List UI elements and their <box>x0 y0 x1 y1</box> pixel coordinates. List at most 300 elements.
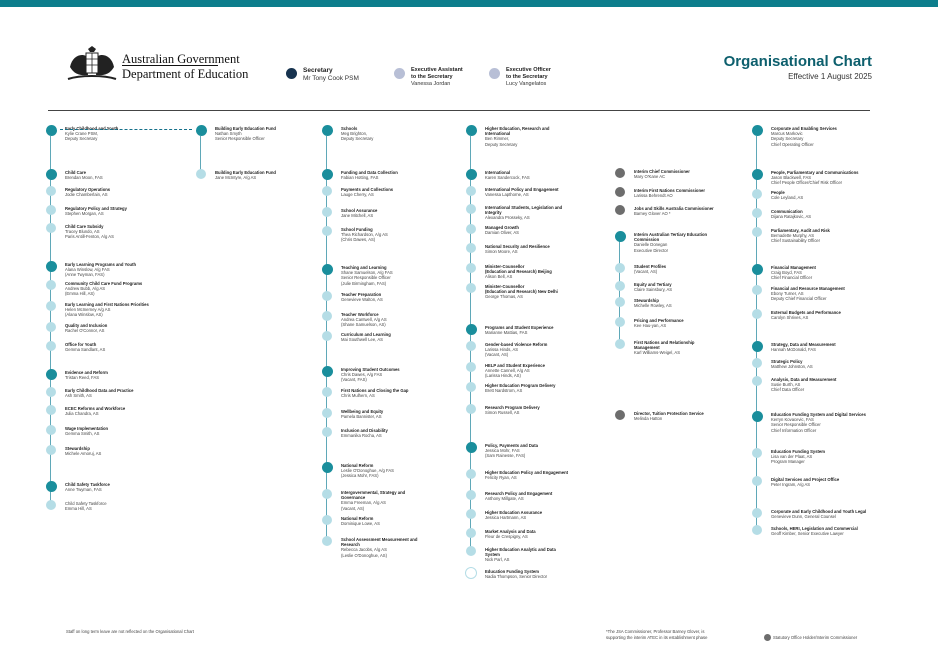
unit-dot-icon <box>615 297 625 307</box>
dashed-link-line <box>60 129 192 130</box>
unit-dot-icon <box>46 369 57 380</box>
unit-entry <box>341 292 383 302</box>
unit-line: Nadia Thompson, Senior Director <box>485 574 548 580</box>
unit-line: Deputy Chief Financial Officer <box>771 296 827 302</box>
group-head <box>215 126 276 142</box>
unit-dot-icon <box>466 324 477 335</box>
unit-entry <box>65 262 136 278</box>
unit-line: Nathan Smyth <box>215 131 242 137</box>
unit-line: Jessica Hartmann, AS <box>485 515 527 521</box>
unit-title: Interim Australian Tertiary Education <box>634 232 708 237</box>
unit-line: Lisa van der Plaat, AS <box>771 454 813 460</box>
unit-line: Jane McIntyre, A/g AS <box>215 175 257 181</box>
unit-line: Leslie O'Donoghue, A/g FAS <box>341 468 394 474</box>
unit-line: Senior Responsible Officer <box>341 275 391 281</box>
unit-title: Quality and Inclusion <box>65 323 108 328</box>
unit-dot-icon <box>615 339 625 349</box>
unit-dot-icon <box>752 525 762 535</box>
executive-title-2: to the Secretary <box>506 74 548 80</box>
unit-title: Minister-Counsellor <box>485 264 525 269</box>
unit-dot-icon <box>322 408 332 418</box>
unit-entry <box>341 367 400 383</box>
unit-line: Rebecca Jacobs, A/g AS <box>341 547 387 553</box>
unit-title-2: Management <box>634 345 660 351</box>
unit-line: Program Manager <box>771 459 805 465</box>
executive-name: Lucy Vangelatos <box>506 81 547 87</box>
unit-title: School Assurance <box>341 208 378 213</box>
unit-dot-icon <box>322 226 332 236</box>
executive-dot-icon <box>489 68 500 79</box>
unit-line: Matthew Johnston, AS <box>771 364 813 370</box>
unit-entry <box>634 206 714 216</box>
unit-line: Alana Winslow, A/g FAS <box>65 267 110 273</box>
unit-title-2: International <box>485 131 511 137</box>
unit-entry <box>65 426 108 436</box>
unit-dot-icon <box>615 317 625 327</box>
unit-title: Building Early Education Fund <box>215 126 276 131</box>
unit-entry <box>485 205 562 221</box>
unit-title: Child Care <box>65 170 86 175</box>
coat-of-arms-icon <box>66 45 118 83</box>
unit-title: Policy, Payments and Data <box>485 443 538 448</box>
executive-title: Secretary <box>303 67 333 74</box>
unit-line: Michele Amoruj, AS <box>65 451 102 457</box>
statutory-dot-icon <box>615 168 625 178</box>
unit-line: Marcus Markovic <box>771 131 803 137</box>
unit-title: Education Funding System <box>771 449 825 454</box>
unit-title: Strategy, Data and Measurement <box>771 342 836 347</box>
unit-entry <box>65 501 107 511</box>
unit-title: Minister-Counsellor <box>485 284 525 289</box>
unit-title: Funding and Data Collection <box>341 170 398 175</box>
unit-line: Deputy Secretary <box>65 136 98 142</box>
unit-title: Education Funding System and Digital Services <box>771 412 866 417</box>
unit-entry <box>771 526 858 536</box>
group-head <box>341 126 373 142</box>
unit-line: Emmanika Rocha, AS <box>341 433 382 439</box>
unit-dot-icon <box>752 476 762 486</box>
unit-entry <box>771 170 859 186</box>
unit-title: National Security and Resilience <box>485 244 550 249</box>
unit-dot-icon <box>752 508 762 518</box>
unit-line: Gemma Sandlant, AS <box>65 347 106 353</box>
unit-line: Nick Parl, AS <box>485 557 510 563</box>
unit-entry <box>634 169 690 179</box>
unit-entry <box>65 342 105 352</box>
unit-dot-icon <box>752 285 762 295</box>
unit-entry <box>634 318 684 328</box>
unit-entry <box>341 332 391 342</box>
unit-line: Kerryn Kovacevic, FAS <box>771 417 814 423</box>
unit-line: Chris Mulhern, AS <box>341 393 375 399</box>
unit-line: Gemma Smith, AS <box>65 431 100 437</box>
unit-title-2: (Education and Research) Beijing <box>485 269 552 275</box>
unit-dot-icon <box>466 186 476 196</box>
unit-title: Schools <box>341 126 358 131</box>
effective-date: Effective 1 August 2025 <box>788 72 872 81</box>
unit-entry <box>65 388 133 398</box>
group-head <box>771 126 837 147</box>
unit-line: Vanessa Lapthorne, AS <box>485 192 529 198</box>
unit-dot-icon <box>466 442 477 453</box>
unit-line: Chief Financial Officer <box>771 275 813 281</box>
unit-title: Early Childhood Data and Practice <box>65 388 134 393</box>
unit-dot-icon <box>46 205 56 215</box>
unit-title: Parliamentary, Audit and Risk <box>771 228 830 233</box>
unit-entry <box>485 363 545 379</box>
unit-line: Anthony Millgate, AS <box>485 496 524 502</box>
unit-title: Wellbeing and Equity <box>341 409 384 414</box>
unit-title: Stewardship <box>634 298 659 303</box>
unit-entry <box>771 190 803 200</box>
unit-title: Managed Growth <box>485 225 519 230</box>
group-dot-icon <box>322 125 333 136</box>
unit-entry <box>485 244 550 254</box>
unit-title: Early Learning and First Nations Priorities <box>65 302 149 307</box>
unit-dot-icon <box>46 223 56 233</box>
unit-dot-icon <box>322 264 333 275</box>
unit-line: Geoff Kimber, Senior Executive Lawyer <box>771 531 844 537</box>
unit-entry <box>485 547 556 563</box>
unit-entry <box>341 537 417 558</box>
unit-entry <box>65 406 125 416</box>
unit-line: Barney Glover AO * <box>634 211 671 217</box>
executive-block <box>506 67 551 88</box>
unit-line: (Shane Samuelson, AS) <box>341 322 386 328</box>
unit-title: Improving Student Outcomes <box>341 367 400 372</box>
unit-dot-icon <box>466 224 476 234</box>
unit-line: Simon Russell, AS <box>485 410 520 416</box>
unit-entry <box>634 298 672 308</box>
unit-entry <box>771 359 813 369</box>
unit-line: Lauge Cherry, AS <box>341 192 374 198</box>
unit-line: Marianne Mattias, FAS <box>485 330 528 336</box>
department-name: Department of Education <box>122 67 249 81</box>
unit-title: Schools, HERI, Legislation and Commercial <box>771 526 858 531</box>
unit-dot-icon <box>752 448 762 458</box>
unit-dot-icon <box>322 311 332 321</box>
unit-line: Susie Burth, AS <box>771 382 801 388</box>
unit-dot-icon <box>466 490 476 500</box>
unit-line: Tracey Blundo, AS <box>65 229 100 235</box>
unit-title: External Budgets and Performance <box>771 310 841 315</box>
department-divider <box>122 65 218 66</box>
unit-dot-icon <box>466 169 477 180</box>
legend-label: Statutory Office Holder/Interim Commissioner <box>773 635 858 640</box>
unit-dot-icon <box>46 341 56 351</box>
unit-line: George Thomas, AS <box>485 294 523 300</box>
statutory-dot-icon <box>615 410 625 420</box>
unit-entry <box>65 281 142 297</box>
unit-entry <box>485 491 552 501</box>
unit-line: Meg Brighton, <box>341 131 368 137</box>
unit-title: Research Policy and Engagement <box>485 491 553 496</box>
unit-dot-icon <box>466 341 476 351</box>
unit-entry <box>485 510 542 520</box>
unit-line: (Sam Rainesse, FAS) <box>485 453 526 459</box>
unit-entry <box>341 312 387 328</box>
unit-dot-icon <box>322 169 333 180</box>
unit-title: Community Child Care Fund Programs <box>65 281 143 286</box>
unit-line: Chief Operating Officer <box>771 141 814 147</box>
unit-title: Wage Implementation <box>65 426 109 431</box>
unit-dot-icon <box>46 186 56 196</box>
unit-entry <box>634 282 672 292</box>
unit-dot-icon <box>466 283 476 293</box>
unit-title: Digital Services and Project Office <box>771 477 840 482</box>
group-head <box>485 126 549 147</box>
unit-line: Ben Rimmer, <box>485 136 510 142</box>
executive-title-2: to the Secretary <box>411 74 453 80</box>
unit-title: Analysis, Data and Measurement <box>771 377 837 382</box>
unit-entry <box>65 206 127 216</box>
footer-note: Staff on long term leave are not reflected on the Organisational Chart <box>66 629 194 634</box>
unit-dot-icon <box>46 500 56 510</box>
unit-line: Mai Southwell Lee, AS <box>341 337 383 343</box>
unit-line: Cole Leyland, AS <box>771 195 804 201</box>
unit-entry <box>771 449 825 465</box>
unit-line: Larissa Hinds, AS <box>485 347 519 353</box>
unit-dot-icon <box>322 489 332 499</box>
unit-title: Equity and Tertiary <box>634 282 672 287</box>
unit-title: Early Childhood and Youth <box>65 126 119 131</box>
unit-entry <box>771 265 816 281</box>
unit-dot-icon <box>752 208 762 218</box>
unit-title: Higher Education Assurance <box>485 510 543 515</box>
unit-title: Early Learning Programs and Youth <box>65 262 137 267</box>
unit-title: Research Program Delivery <box>485 405 540 410</box>
unit-dot-icon <box>466 362 476 372</box>
unit-entry <box>485 264 552 280</box>
unit-title: People <box>771 190 785 195</box>
unit-entry <box>485 470 568 480</box>
unit-dot-icon <box>322 331 332 341</box>
unit-entry <box>634 411 704 421</box>
unit-title: First Nations and Relationship <box>634 340 695 345</box>
unit-dot-icon <box>322 462 333 473</box>
unit-dot-icon <box>615 263 625 273</box>
unit-line: Hannah McDonald, FAS <box>771 347 816 353</box>
unit-entry <box>771 310 841 320</box>
unit-dot-icon <box>46 301 56 311</box>
unit-dot-icon <box>46 481 57 492</box>
unit-entry <box>65 170 103 180</box>
unit-line: Dominique Lowe, AS <box>341 521 380 527</box>
unit-dot-icon <box>322 291 332 301</box>
unit-line: Jodie Chamberlain, AS <box>65 192 108 198</box>
unit-line: Deputy Secretary <box>485 141 518 147</box>
unit-line: Paris Antill-Fenton, A/g AS <box>65 234 114 240</box>
unit-line: Julia Chandra, AS <box>65 411 99 417</box>
unit-line: Thea Richardson, A/g AS <box>341 232 388 238</box>
unit-entry <box>341 388 408 398</box>
unit-line: Peter Ingram, A/g AS <box>771 482 811 488</box>
unit-title: Teacher Preparation <box>341 292 382 297</box>
unit-line: Brett Nardstrom, AS <box>485 388 523 394</box>
unit-dot-icon <box>466 509 476 519</box>
unit-entry <box>485 284 558 300</box>
unit-title: HELP and Student Experience <box>485 363 545 368</box>
unit-dot-icon <box>322 366 333 377</box>
unit-entry <box>65 482 110 492</box>
unit-dot-icon <box>46 280 56 290</box>
unit-title: First Nations and Closing the Gap <box>341 388 409 393</box>
unit-dot-icon <box>465 567 477 579</box>
unit-line: Jessica Mohr, FAS <box>485 448 520 454</box>
unit-title-2: Research <box>341 542 360 548</box>
unit-dot-icon <box>322 536 332 546</box>
executive-name: Mr Tony Cook PSM <box>303 75 359 82</box>
unit-title: Office for Youth <box>65 342 97 347</box>
unit-title: Director, Tuition Protection Service <box>634 411 704 416</box>
unit-line: Alexandra Prosseky, AS <box>485 215 530 221</box>
executive-block <box>411 67 463 88</box>
top-accent-bar <box>0 0 938 7</box>
unit-dot-icon <box>752 189 762 199</box>
unit-line: (Julie Birmingham, FAS) <box>341 280 387 286</box>
unit-line: Melinda Hatton <box>634 416 663 422</box>
unit-line: Dijana Ratajkovic, AS <box>771 214 812 220</box>
unit-title: Curriculum and Learning <box>341 332 391 337</box>
unit-title: Higher Education, Research and <box>485 126 550 131</box>
unit-line: Larissa Behrendt AO <box>634 193 673 199</box>
unit-title: Stewardship <box>65 446 90 451</box>
unit-dot-icon <box>752 411 763 422</box>
executive-dot-icon <box>394 68 405 79</box>
unit-line: Tristan Reed, FAS <box>65 375 100 381</box>
unit-entry <box>65 187 110 197</box>
group-dot-icon <box>196 125 207 136</box>
unit-entry <box>485 569 547 579</box>
unit-title: Corporate and Enabling Services <box>771 126 837 131</box>
unit-title: Market Analysis and Data <box>485 529 536 534</box>
unit-line: Child Safety Taskforce <box>65 501 107 506</box>
unit-line: (Vacant, AS) <box>634 269 658 275</box>
unit-entry <box>771 286 845 302</box>
unit-entry <box>634 340 695 356</box>
unit-line: Jane Mitchell, AS <box>341 213 374 219</box>
unit-line: Kylie Crane PSM, <box>65 131 99 137</box>
unit-title: Intergovernmental, Strategy and <box>341 490 406 495</box>
unit-line: Claire Sainsbury, AS <box>634 287 673 293</box>
unit-title: Teacher Workforce <box>341 312 379 317</box>
unit-dot-icon <box>46 425 56 435</box>
unit-entry <box>634 188 705 198</box>
unit-entry <box>65 323 107 333</box>
unit-line: Chief People Officer/Chief Risk Officer <box>771 180 843 186</box>
unit-dot-icon <box>322 515 332 525</box>
unit-title: ECEC Reforms and Workforce <box>65 406 126 411</box>
unit-line: (Larissa Hinds, AS) <box>485 373 521 379</box>
unit-title: Higher Education Program Delivery <box>485 383 556 388</box>
unit-dot-icon <box>752 341 763 352</box>
unit-title: Gender-based Violence Reform <box>485 342 548 347</box>
unit-line: Brendan Moon, FAS <box>65 175 103 181</box>
unit-title: Communication <box>771 209 803 214</box>
unit-line: Annette Cannell, A/g AS <box>485 368 530 374</box>
unit-dot-icon <box>752 227 762 237</box>
unit-line: (Jessica Mohr, FAS) <box>341 473 379 479</box>
unit-dot-icon <box>752 169 763 180</box>
unit-line: (Vacant, AS) <box>341 505 365 511</box>
unit-dot-icon <box>46 405 56 415</box>
unit-title: National Reform <box>341 516 374 521</box>
unit-entry <box>771 412 866 433</box>
unit-entry <box>341 170 398 180</box>
unit-line: Chief Information Officer <box>771 427 817 433</box>
unit-entry <box>341 463 394 479</box>
government-name: Australian Government <box>122 52 240 66</box>
unit-entry <box>65 446 101 456</box>
header-divider <box>48 110 870 111</box>
unit-title: Evidence and Reform <box>65 370 108 375</box>
unit-title: Regulatory Operations <box>65 187 111 192</box>
unit-dot-icon <box>46 445 56 455</box>
unit-title: Strategic Policy <box>771 359 803 364</box>
unit-entry <box>341 208 377 218</box>
unit-dot-icon <box>46 169 57 180</box>
unit-entry <box>485 225 519 235</box>
unit-line: Simon Moore, AS <box>485 249 518 255</box>
unit-title: Financial Management <box>771 265 816 270</box>
unit-dot-icon <box>466 469 476 479</box>
unit-dot-icon <box>322 427 332 437</box>
unit-dot-icon <box>466 263 476 273</box>
unit-entry <box>341 490 405 511</box>
unit-line: (Vacant, FAS) <box>341 377 367 383</box>
unit-title: International Students, Legislation and <box>485 205 563 210</box>
unit-dot-icon <box>752 358 762 368</box>
unit-entry <box>341 265 393 286</box>
unit-line: Rachel O'Connor, AS <box>65 328 105 334</box>
unit-line: Deputy Secretary <box>341 136 374 142</box>
footnote-star-line-1: *The JSA Commissioner, Professor Barney Glover, is <box>606 629 705 634</box>
unit-line: Pamela Bannister, AS <box>341 414 382 420</box>
unit-line: (Emma Hill, AS) <box>65 291 95 297</box>
unit-title: Payments and Collections <box>341 187 394 192</box>
unit-dot-icon <box>752 376 762 386</box>
unit-title: Higher Education Policy and Engagement <box>485 470 569 475</box>
unit-entry <box>341 428 388 438</box>
unit-line: Anne Twyman, FAS <box>65 487 102 493</box>
executive-title: Executive Officer <box>506 67 551 73</box>
unit-title: School Assessment Measurement and <box>341 537 418 542</box>
unit-line: Fabian Hotting, FAS <box>341 175 379 181</box>
legend-grey-dot-icon <box>764 634 771 641</box>
unit-title: National Reform <box>341 463 374 468</box>
unit-title: Corporate and Early Childhood and Youth Legal <box>771 509 867 514</box>
executive-dot-icon <box>286 68 297 79</box>
unit-line: Ebony Turner, AS <box>771 291 804 297</box>
unit-title: School Funding <box>341 227 373 232</box>
unit-line: Chief Data Officer <box>771 387 805 393</box>
unit-line: Helen McInerney A/g AS <box>65 307 111 313</box>
executive-title: Executive Assistant <box>411 67 463 73</box>
unit-line: Alison Bell, AS <box>485 274 513 280</box>
executive-block <box>303 67 359 83</box>
unit-dot-icon <box>46 387 56 397</box>
unit-title-2: Integrity <box>485 210 502 216</box>
unit-dot-icon <box>466 204 476 214</box>
unit-line: Emma Hill, AS <box>65 506 92 512</box>
unit-dot-icon <box>322 186 332 196</box>
unit-entry <box>485 342 547 358</box>
unit-title: Inclusion and Disability <box>341 428 388 433</box>
unit-line: Karen Sandercock, FAS <box>485 175 530 181</box>
unit-entry <box>771 342 836 352</box>
unit-line: (Alana Winslow, AS) <box>65 312 103 318</box>
unit-title: Interim First Nations Commissioner <box>634 188 705 193</box>
